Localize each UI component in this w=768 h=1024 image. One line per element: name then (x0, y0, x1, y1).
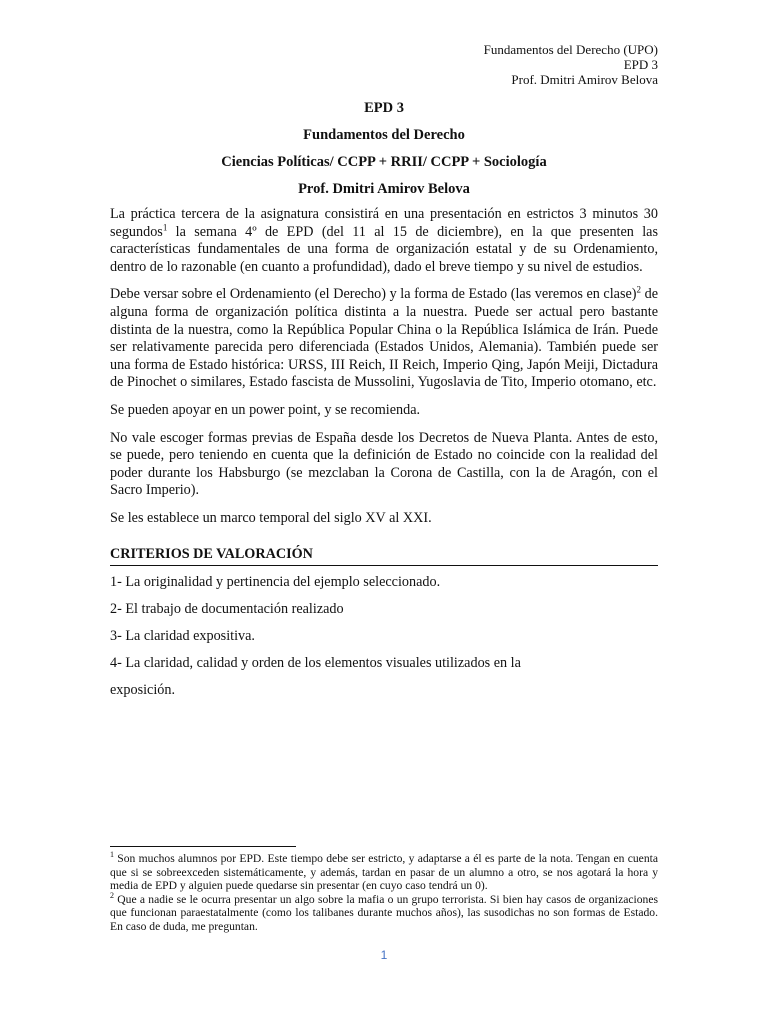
paragraph-2-end: de alguna forma de organización política distinta a la nuestra. Puede ser actual pero bastante distinta de la nuestra, como la República Popular China o la República Islámica de Irán. Puede ser relativamente parecida pero diferenciada (Estados Unidos, Alemania). También puede ser una forma de Estado histórica: URSS, III Reich, II Reich, Imperio Qing, Japón Meiji, Dictadura de Pinochet o similares, Estado fascista de Mussolini, Yugoslavia de Tito, Imperio otomano, etc. (110, 286, 658, 391)
footnotes (110, 852, 658, 934)
title-epd: EPD 3 (364, 100, 404, 116)
footnote-separator (110, 846, 296, 847)
paragraph-1 (110, 206, 658, 276)
footnote-1-mark: 1 (110, 850, 114, 860)
header-professor: Prof. Dmitri Amirov Belova (511, 72, 658, 87)
footnote-1 (110, 852, 658, 893)
criteria-item: 2- El trabajo de documentación realizado (110, 601, 344, 617)
title-professor: Prof. Dmitri Amirov Belova (298, 181, 470, 197)
paragraph-5: Se les establece un marco temporal del siglo XV al XXI. (110, 509, 432, 526)
title-degrees: Ciencias Políticas/ CCPP + RRII/ CCPP + Sociología (221, 154, 547, 170)
title-subject: Fundamentos del Derecho (303, 127, 465, 143)
paragraph-1-start: La práctica tercera de la asignatura consistirá en una presentación en estrictos 3 minutos 30 segundos (110, 206, 658, 240)
paragraph-4: No vale escoger formas previas de España desde los Decretos de Nueva Planta. Antes de esto, se puede, pero teniendo en cuenta que la definición de Estado no coincide con la realidad del poder durante los Habsburgo (se mezclaban la Corona de Castilla, con la de Aragón, con el Sacro Imperio). (110, 429, 658, 499)
page-header (484, 42, 658, 87)
criteria-heading: CRITERIOS DE VALORACIÓN (110, 546, 658, 566)
paragraph-2 (110, 286, 658, 392)
criteria-item: 1- La originalidad y pertinencia del ejemplo seleccionado. (110, 574, 441, 590)
criteria-item: exposición. (110, 682, 176, 698)
document-titles (110, 100, 658, 208)
header-course: Fundamentos del Derecho (UPO) (483, 42, 658, 57)
criteria-item: 4- La claridad, calidad y orden de los elementos visuales utilizados en la (110, 655, 521, 671)
footnote-2-mark: 2 (110, 890, 114, 900)
footnote-2 (110, 890, 658, 934)
criteria-list (110, 574, 658, 709)
paragraph-1-end: la semana 4º de EPD (del 11 al 15 de diciembre), en la que presenten las características fundamentales de una forma de organización estatal y de su Ordenamiento, dentro de lo razonable (en cuanto a profundidad), dado el breve tiempo y su nivel de estudios. (110, 223, 658, 275)
body-text (110, 206, 658, 538)
footnote-1-text: Son muchos alumnos por EPD. Este tiempo debe ser estricto, y adaptarse a él es parte de la nota. Tengan en cuenta que si se sobreexceden sistemáticamente, y además, tardan en pasar de un alumno a otro, se nos agotará la hora y media de EPD y alguien puede quedarse sin presentar (en cuyo caso tendrá un 0). (110, 852, 658, 893)
page-number: 1 (380, 948, 388, 962)
footnote-ref-1: 1 (162, 221, 168, 232)
paragraph-2-start: Debe versar sobre el Ordenamiento (el Derecho) y la forma de Estado (las veremos en clase) (110, 286, 637, 303)
paragraph-3: Se pueden apoyar en un power point, y se recomienda. (110, 401, 421, 418)
criteria-item: 3- La claridad expositiva. (110, 628, 255, 644)
footnote-2-text: Que a nadie se le ocurra presentar un algo sobre la mafia o un grupo terrorista. Si bien hay casos de organizaciones que funcionan paraestatalmente (como los talibanes durante muchos años), las susodichas no son formas de Estado. En caso de duda, me preguntan. (110, 892, 658, 933)
header-epd: EPD 3 (623, 57, 658, 72)
footnote-ref-2: 2 (636, 284, 642, 295)
